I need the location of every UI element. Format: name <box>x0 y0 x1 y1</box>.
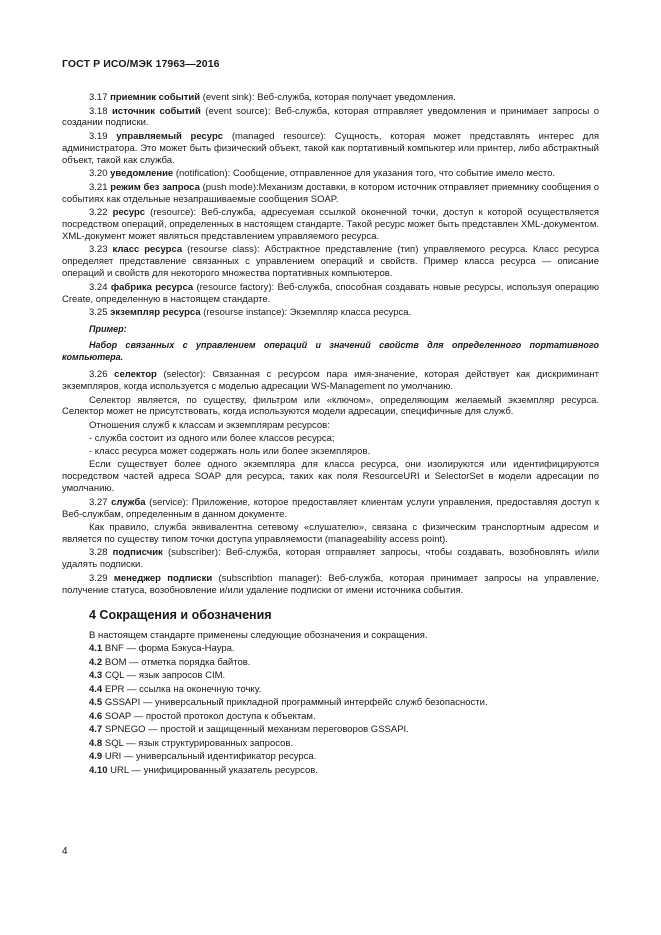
definition-3-24: 3.24 фабрика ресурса (resource factory): Веб-служба, способная создавать новые ресурсы, используя операцию Create, определенную в настоящем стандарте. <box>62 281 600 305</box>
term: служба <box>111 496 146 508</box>
example-label: Пример: <box>89 324 127 335</box>
definition-3-17: 3.17 приемник событий (event sink): Веб-служба, которая получает уведомления. <box>89 92 456 103</box>
document-header: ГОСТ Р ИСО/МЭК 17963—2016 <box>62 58 220 70</box>
abbreviation-item: 4.4 EPR — ссылка на оконечную точку. <box>89 683 262 695</box>
term: ресурс <box>112 207 146 219</box>
abbreviation-item: 4.6 SOAP — простой протокол доступа к объектам. <box>89 710 316 722</box>
term: управляемый ресурс <box>116 130 224 142</box>
definition-3-18: 3.18 источник событий (event source): Веб-служба, которая отправляет уведомления и принимает запросы о создании подписки. <box>62 105 599 129</box>
term: режим без запроса <box>110 181 200 193</box>
abbreviation-item: 4.2 BOM — отметка порядка байтов. <box>89 656 251 668</box>
abbreviation-item: 4.3 CQL — язык запросов CIM. <box>89 670 226 682</box>
definition-3-28: 3.28 подписчик (subscriber): Веб-служба, которая отправляет запросы, чтобы создавать, возобновлять и/или удалять подписки. <box>62 547 599 571</box>
page-number: 4 <box>62 846 68 857</box>
paragraph-service: Как правило, служба эквивалентна сетевому «слушателю», связана с физическим транспортным адресом и является по существу типом точки доступа управляемости (manageability access point). <box>62 522 599 545</box>
list-item: - служба состоит из одного или более классов ресурса; <box>89 433 335 445</box>
definition-3-21: 3.21 режим без запроса (push mode):Механизм доставки, в котором источник отправляет приемнику сообщения о событиях как отдельные незапрашиваемые сообщения SOAP. <box>62 181 600 205</box>
paragraph-selector: Селектор является, по существу, фильтром или «ключом», определяющим желаемый экземпляр ресурса. Селектор может не присутствовать, когда используются модели адресации, специфичные для служб. <box>62 394 599 418</box>
abbreviation-item: 4.9 URI — универсальный идентификатор ресурса. <box>89 751 317 763</box>
definition-3-22: 3.22 ресурс (resource): Веб-служба, адресуемая ссылкой оконечной точки, доступ к которой осуществляется посредством операций, определенных в настоящем стандарте. Такой ресурс может быть представлен XML-документом. XML-документ может являться представлением управляемого ресурса. <box>62 207 600 242</box>
definition-3-26: 3.26 селектор (selector): Связанная с ресурсом пара имя-значение, которая действует как дискриминант экземпляров, когда используется с моделью адресации WS-Management по умолчанию. <box>62 369 599 393</box>
list-item: - класс ресурса может содержать ноль или более экземпляров. <box>89 446 371 458</box>
section-title: 4 Сокращения и обозначения <box>89 607 272 622</box>
section-intro: В настоящем стандарте применены следующие обозначения и сокращения. <box>89 629 428 641</box>
definition-3-27: 3.27 служба (service): Приложение, которое предоставляет клиентам услуги управления, предоставляя доступ к Веб-службам, определенным в данном документе. <box>62 496 600 520</box>
term: класс ресурса <box>112 244 183 256</box>
definition-3-29: 3.29 менеджер подписки (subscribtion manager): Веб-служба, которая принимает запросы на управление, получение статуса, возобновление и/или удаление подписки от имени источника события. <box>62 572 600 596</box>
abbreviation-item: 4.1 BNF — форма Бэкуса-Наура. <box>89 643 235 655</box>
example-text: Набор связанных с управлением операций и значений свойств для определенного портативного компьютера. <box>62 339 599 362</box>
document-body <box>62 92 599 778</box>
abbreviation-item: 4.7 SPNEGO — простой и защищенный механизм переговоров GSSAPI. <box>89 724 409 736</box>
term: источник событий <box>111 105 201 117</box>
term: менеджер подписки <box>113 572 213 584</box>
definition-3-25: 3.25 экземпляр ресурса (resourse instance): Экземпляр класса ресурса. <box>89 307 412 319</box>
abbreviation-item: 4.5 GSSAPI — универсальный прикладной программный интерфейс служб безопасности. <box>89 697 488 709</box>
term: фабрика ресурса <box>110 281 194 293</box>
definition-3-19: 3.19 управляемый ресурс (managed resource): Сущность, которая может представлять интерес для администратора. Это может быть физический объект, такой как портативный компьютер или принтер, либо абстрактный объект, такой как служба. <box>62 130 600 166</box>
term: экземпляр ресурса <box>110 307 201 319</box>
paragraph-relations: Отношения служб к классам и экземплярам ресурсов: <box>89 419 330 431</box>
definition-3-20: 3.20 уведомление (notification): Сообщение, отправленное для указания того, что событие имело место. <box>89 168 556 180</box>
abbreviation-item: 4.10 URL — унифицированный указатель ресурсов. <box>89 764 318 776</box>
paragraph-multiple-instances: Если существует более одного экземпляра для класса ресурса, они изолируются или идентифицируются посредством частей адреса SOAP для ресурса, таких как поля ResourceURI и SelectorSet в модели адресации по умолчанию. <box>62 459 599 495</box>
term: селектор <box>114 369 157 381</box>
term: приемник событий <box>110 92 201 103</box>
term: подписчик <box>112 547 163 559</box>
definition-3-23: 3.23 класс ресурса (resourse class): Абстрактное представление (тип) управляемого ресурса. Класс ресурса определяет представление связанных с управлением операций и свойств. Пример класса ресурса — описание операций и свойств для некоторого множества портативных компьютеров. <box>62 244 599 280</box>
abbreviation-item: 4.8 SQL — язык структурированных запросов. <box>89 737 294 749</box>
term: уведомление <box>110 168 174 180</box>
